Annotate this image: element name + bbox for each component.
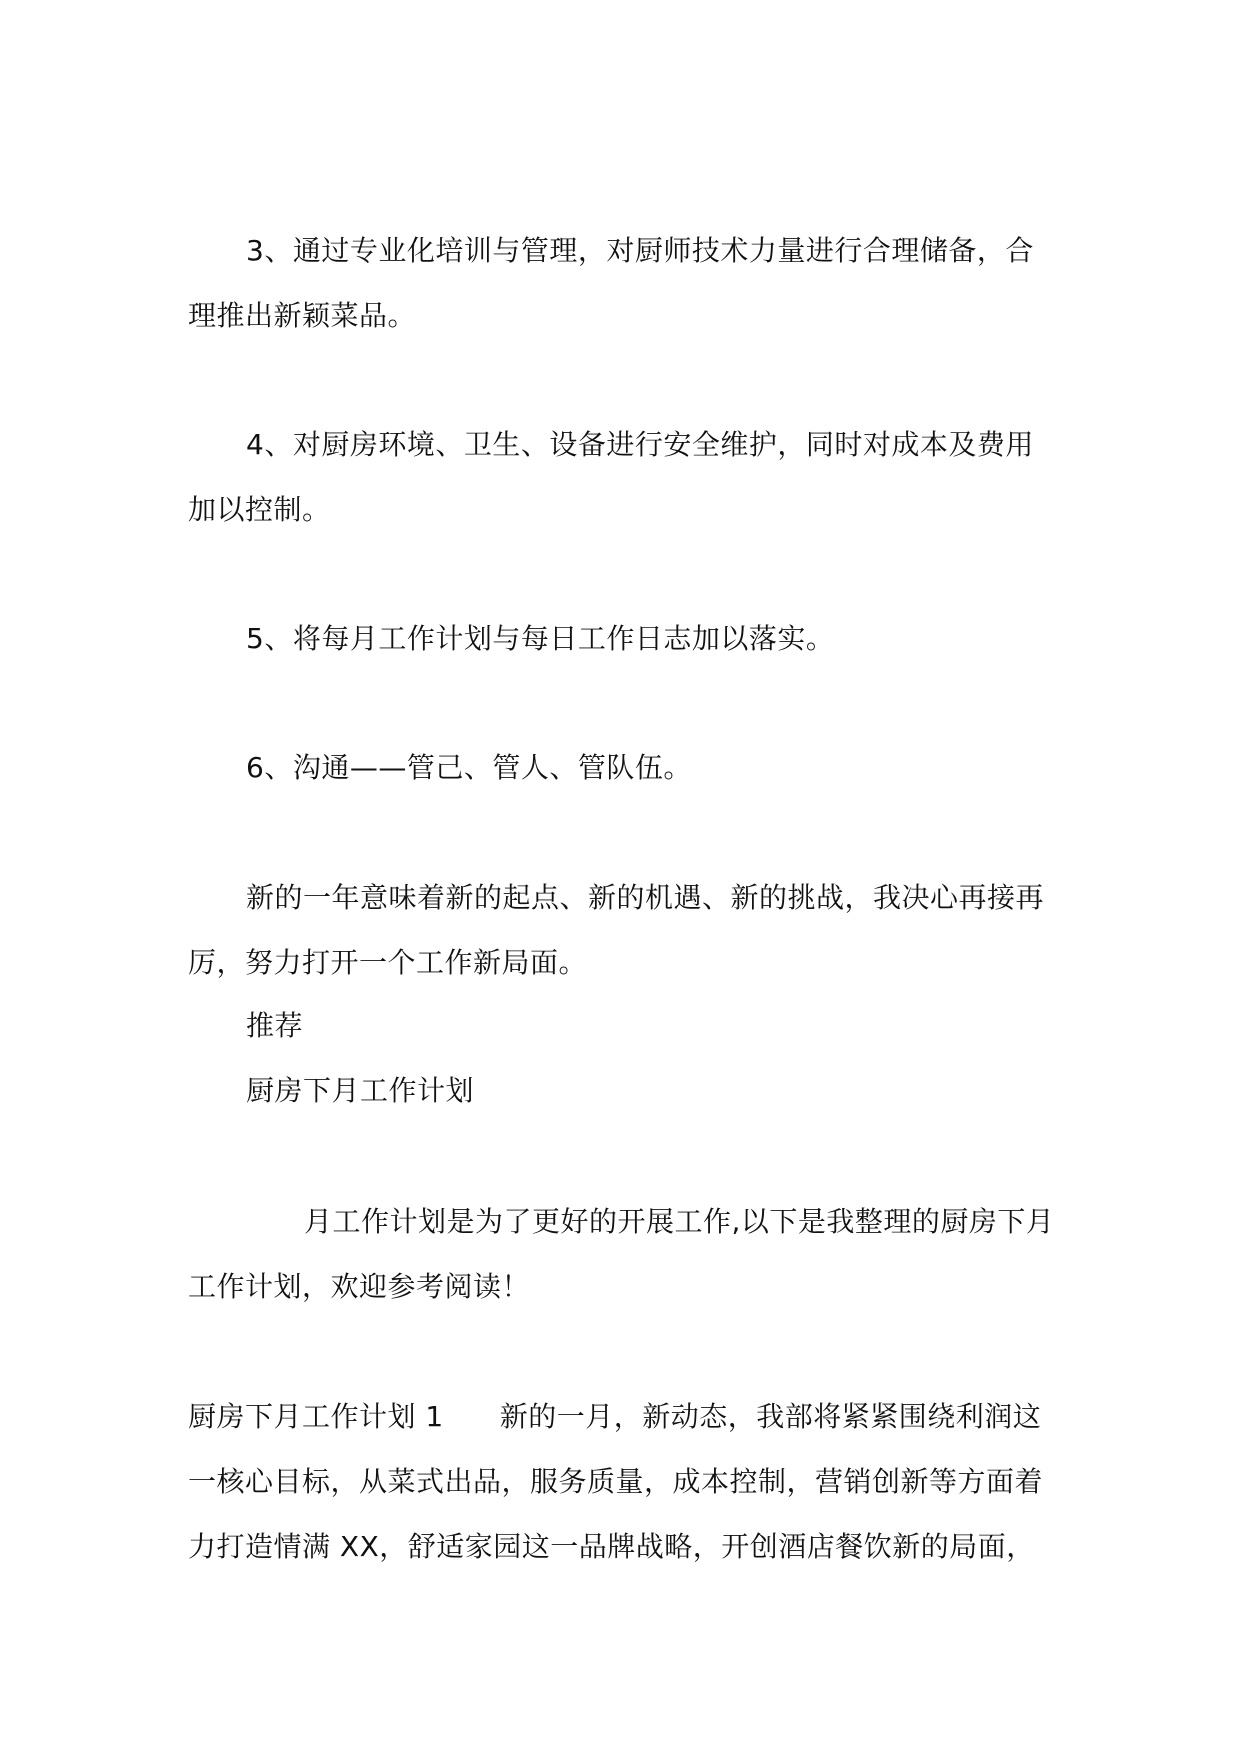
recommend-title: 厨房下月工作计划 <box>246 1074 475 1107</box>
paragraph-item-4: 4、对厨房环境、卫生、设备进行安全维护，同时对成本及费用加以控制。 <box>188 428 1034 526</box>
recommend-label: 推荐 <box>246 1009 304 1042</box>
section-paragraph <box>188 1384 1058 1579</box>
intro-paragraph: 月工作计划是为了更好的开展工作,以下是我整理的厨房下月工作计划，欢迎参考阅读！ <box>188 1205 1055 1303</box>
section-body: 新的一月，新动态，我部将紧紧围绕利润这一核心目标，从菜式出品，服务质量，成本控制，营销创新等方面着力打造情满 XX，舒适家园这一品牌战略，开创酒店餐饮新的局面， <box>188 1400 1044 1563</box>
paragraph-new-year: 新的一年意味着新的起点、新的机遇、新的挑战，我决心再接再厉，努力打开一个工作新局面。 <box>188 881 1045 979</box>
paragraph-item-6: 6、沟通——管己、管人、管队伍。 <box>246 751 692 784</box>
section-heading: 厨房下月工作计划 1 <box>188 1400 444 1433</box>
paragraph-item-5: 5、将每月工作计划与每日工作日志加以落实。 <box>246 622 835 655</box>
paragraph-item-3: 3、通过专业化培训与管理，对厨师技术力量进行合理储备，合理推出新颖菜品。 <box>188 234 1034 332</box>
